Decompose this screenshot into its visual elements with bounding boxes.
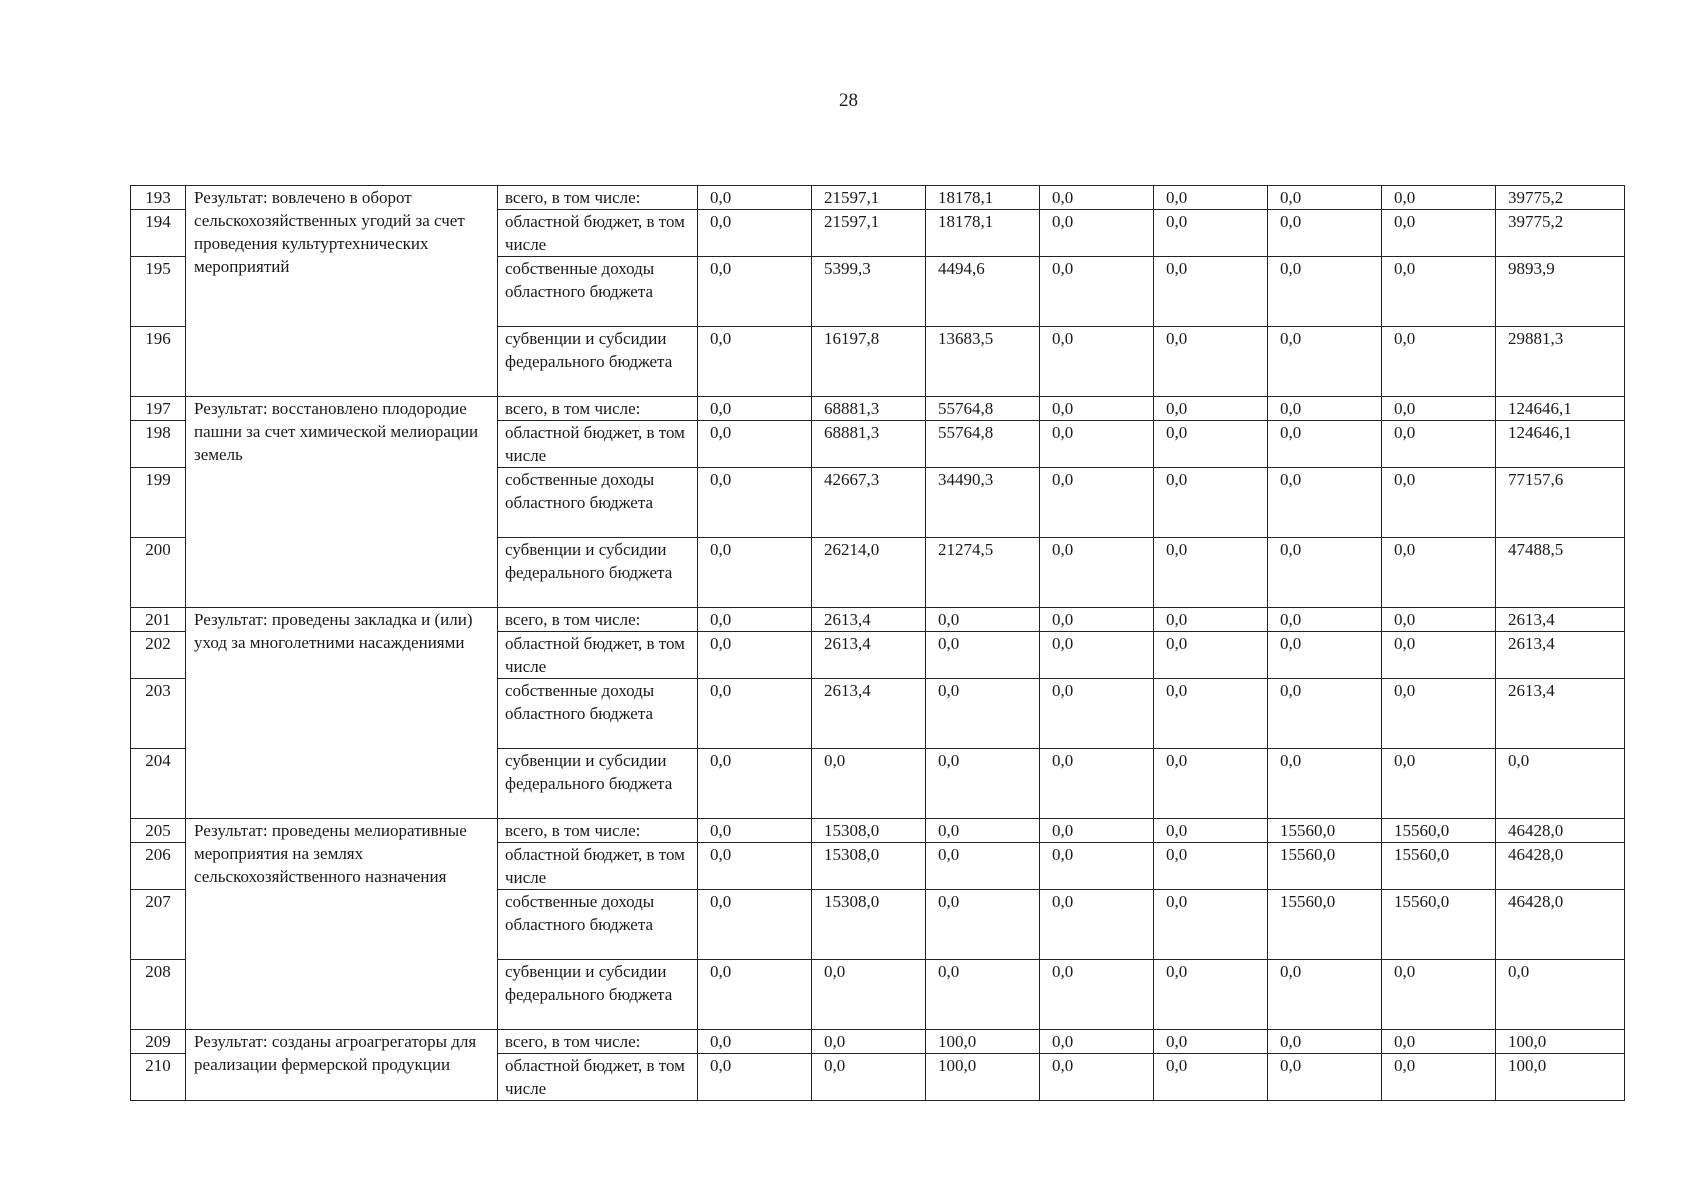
row-number-cell: 208 <box>131 960 186 1030</box>
year-value-cell: 0,0 <box>1154 186 1268 210</box>
total-value-cell: 124646,1 <box>1496 421 1625 468</box>
row-number-cell: 201 <box>131 608 186 632</box>
year-value-cell: 68881,3 <box>812 397 926 421</box>
table-row <box>131 397 1625 421</box>
year-value-cell: 15560,0 <box>1382 819 1496 843</box>
year-value-cell: 0,0 <box>1040 843 1154 890</box>
row-number-cell: 206 <box>131 843 186 890</box>
funding-source-cell: областной бюджет, в том числе <box>498 843 698 890</box>
year-value-cell: 0,0 <box>1040 468 1154 538</box>
year-value-cell: 0,0 <box>1268 186 1382 210</box>
year-value-cell: 0,0 <box>698 468 812 538</box>
year-value-cell: 0,0 <box>698 843 812 890</box>
row-number-cell: 207 <box>131 890 186 960</box>
year-value-cell: 0,0 <box>1040 421 1154 468</box>
year-value-cell: 21597,1 <box>812 210 926 257</box>
year-value-cell: 0,0 <box>1154 679 1268 749</box>
year-value-cell: 0,0 <box>1382 960 1496 1030</box>
year-value-cell: 0,0 <box>1268 960 1382 1030</box>
total-value-cell: 2613,4 <box>1496 679 1625 749</box>
year-value-cell: 0,0 <box>1154 890 1268 960</box>
year-value-cell: 15560,0 <box>1268 843 1382 890</box>
total-value-cell: 0,0 <box>1496 749 1625 819</box>
year-value-cell: 15560,0 <box>1382 890 1496 960</box>
year-value-cell: 16197,8 <box>812 327 926 397</box>
year-value-cell: 0,0 <box>812 960 926 1030</box>
year-value-cell: 21274,5 <box>926 538 1040 608</box>
year-value-cell: 0,0 <box>1382 749 1496 819</box>
year-value-cell: 0,0 <box>1382 397 1496 421</box>
year-value-cell: 0,0 <box>1040 1054 1154 1101</box>
year-value-cell: 0,0 <box>698 679 812 749</box>
row-number-cell: 195 <box>131 257 186 327</box>
row-number-cell: 200 <box>131 538 186 608</box>
year-value-cell: 0,0 <box>1154 843 1268 890</box>
funding-source-cell: областной бюджет, в том числе <box>498 632 698 679</box>
year-value-cell: 0,0 <box>926 749 1040 819</box>
year-value-cell: 0,0 <box>1268 397 1382 421</box>
row-number-cell: 202 <box>131 632 186 679</box>
year-value-cell: 0,0 <box>1040 679 1154 749</box>
year-value-cell: 0,0 <box>1040 819 1154 843</box>
year-value-cell: 0,0 <box>1040 186 1154 210</box>
year-value-cell: 0,0 <box>812 749 926 819</box>
funding-source-cell: собственные доходы областного бюджета <box>498 257 698 327</box>
table-row <box>131 819 1625 843</box>
year-value-cell: 0,0 <box>1040 749 1154 819</box>
year-value-cell: 0,0 <box>926 679 1040 749</box>
year-value-cell: 0,0 <box>698 632 812 679</box>
year-value-cell: 0,0 <box>1268 608 1382 632</box>
year-value-cell: 0,0 <box>1268 257 1382 327</box>
year-value-cell: 0,0 <box>1040 327 1154 397</box>
year-value-cell: 0,0 <box>1382 210 1496 257</box>
funding-source-cell: собственные доходы областного бюджета <box>498 679 698 749</box>
year-value-cell: 0,0 <box>812 1054 926 1101</box>
year-value-cell: 0,0 <box>698 397 812 421</box>
year-value-cell: 0,0 <box>1382 608 1496 632</box>
total-value-cell: 46428,0 <box>1496 890 1625 960</box>
total-value-cell: 39775,2 <box>1496 210 1625 257</box>
year-value-cell: 0,0 <box>1382 327 1496 397</box>
row-number-cell: 198 <box>131 421 186 468</box>
year-value-cell: 15308,0 <box>812 843 926 890</box>
year-value-cell: 0,0 <box>1040 397 1154 421</box>
year-value-cell: 0,0 <box>1154 1054 1268 1101</box>
year-value-cell: 18178,1 <box>926 210 1040 257</box>
year-value-cell: 0,0 <box>698 538 812 608</box>
funding-source-cell: областной бюджет, в том числе <box>498 1054 698 1101</box>
funding-source-cell: областной бюджет, в том числе <box>498 421 698 468</box>
year-value-cell: 0,0 <box>1268 327 1382 397</box>
year-value-cell: 0,0 <box>1040 608 1154 632</box>
funding-source-cell: субвенции и субсидии федерального бюджета <box>498 327 698 397</box>
year-value-cell: 0,0 <box>698 327 812 397</box>
year-value-cell: 5399,3 <box>812 257 926 327</box>
year-value-cell: 2613,4 <box>812 679 926 749</box>
year-value-cell: 0,0 <box>1154 210 1268 257</box>
table-row <box>131 1030 1625 1054</box>
year-value-cell: 26214,0 <box>812 538 926 608</box>
year-value-cell: 0,0 <box>698 890 812 960</box>
year-value-cell: 15560,0 <box>1268 819 1382 843</box>
year-value-cell: 0,0 <box>1154 538 1268 608</box>
row-number-cell: 193 <box>131 186 186 210</box>
total-value-cell: 29881,3 <box>1496 327 1625 397</box>
year-value-cell: 15560,0 <box>1382 843 1496 890</box>
funding-source-cell: всего, в том числе: <box>498 819 698 843</box>
funding-source-cell: субвенции и субсидии федерального бюджета <box>498 749 698 819</box>
year-value-cell: 0,0 <box>926 960 1040 1030</box>
year-value-cell: 34490,3 <box>926 468 1040 538</box>
row-number-cell: 210 <box>131 1054 186 1101</box>
year-value-cell: 15308,0 <box>812 819 926 843</box>
year-value-cell: 0,0 <box>1382 186 1496 210</box>
year-value-cell: 0,0 <box>1268 210 1382 257</box>
total-value-cell: 2613,4 <box>1496 632 1625 679</box>
year-value-cell: 0,0 <box>1154 397 1268 421</box>
year-value-cell: 0,0 <box>1382 538 1496 608</box>
year-value-cell: 0,0 <box>1382 1030 1496 1054</box>
year-value-cell: 0,0 <box>1040 210 1154 257</box>
year-value-cell: 0,0 <box>698 749 812 819</box>
year-value-cell: 0,0 <box>1040 538 1154 608</box>
year-value-cell: 0,0 <box>1154 960 1268 1030</box>
row-number-cell: 194 <box>131 210 186 257</box>
funding-source-cell: собственные доходы областного бюджета <box>498 890 698 960</box>
year-value-cell: 0,0 <box>1382 468 1496 538</box>
year-value-cell: 0,0 <box>698 186 812 210</box>
table-body <box>131 186 1625 1101</box>
funding-source-cell: всего, в том числе: <box>498 186 698 210</box>
table-row <box>131 186 1625 210</box>
table-row <box>131 608 1625 632</box>
result-description-cell: Результат: проведены закладка и (или) уход за многолетними насаждениями <box>186 608 498 819</box>
year-value-cell: 0,0 <box>1040 257 1154 327</box>
row-number-cell: 205 <box>131 819 186 843</box>
year-value-cell: 0,0 <box>1382 1054 1496 1101</box>
row-number-cell: 203 <box>131 679 186 749</box>
year-value-cell: 0,0 <box>1040 1030 1154 1054</box>
year-value-cell: 68881,3 <box>812 421 926 468</box>
year-value-cell: 0,0 <box>926 608 1040 632</box>
year-value-cell: 0,0 <box>1268 679 1382 749</box>
year-value-cell: 13683,5 <box>926 327 1040 397</box>
year-value-cell: 100,0 <box>926 1054 1040 1101</box>
total-value-cell: 0,0 <box>1496 960 1625 1030</box>
funding-source-cell: всего, в том числе: <box>498 1030 698 1054</box>
total-value-cell: 46428,0 <box>1496 819 1625 843</box>
year-value-cell: 0,0 <box>1040 960 1154 1030</box>
year-value-cell: 15308,0 <box>812 890 926 960</box>
year-value-cell: 0,0 <box>1268 468 1382 538</box>
year-value-cell: 18178,1 <box>926 186 1040 210</box>
year-value-cell: 0,0 <box>1154 749 1268 819</box>
year-value-cell: 100,0 <box>926 1030 1040 1054</box>
year-value-cell: 0,0 <box>812 1030 926 1054</box>
year-value-cell: 0,0 <box>1154 1030 1268 1054</box>
year-value-cell: 0,0 <box>1040 890 1154 960</box>
year-value-cell: 0,0 <box>1382 257 1496 327</box>
total-value-cell: 39775,2 <box>1496 186 1625 210</box>
total-value-cell: 46428,0 <box>1496 843 1625 890</box>
year-value-cell: 0,0 <box>926 819 1040 843</box>
result-description-cell: Результат: проведены мелиоративные мероприятия на землях сельскохозяйственного назначения <box>186 819 498 1030</box>
year-value-cell: 0,0 <box>1382 421 1496 468</box>
budget-table <box>130 185 1625 1101</box>
total-value-cell: 100,0 <box>1496 1030 1625 1054</box>
year-value-cell: 0,0 <box>698 819 812 843</box>
year-value-cell: 0,0 <box>1268 749 1382 819</box>
total-value-cell: 124646,1 <box>1496 397 1625 421</box>
year-value-cell: 0,0 <box>698 421 812 468</box>
row-number-cell: 204 <box>131 749 186 819</box>
result-description-cell: Результат: восстановлено плодородие пашни за счет химической мелиорации земель <box>186 397 498 608</box>
funding-source-cell: собственные доходы областного бюджета <box>498 468 698 538</box>
year-value-cell: 0,0 <box>926 890 1040 960</box>
year-value-cell: 42667,3 <box>812 468 926 538</box>
year-value-cell: 0,0 <box>698 608 812 632</box>
year-value-cell: 0,0 <box>1154 819 1268 843</box>
year-value-cell: 0,0 <box>698 960 812 1030</box>
row-number-cell: 196 <box>131 327 186 397</box>
year-value-cell: 0,0 <box>1268 1054 1382 1101</box>
page-number: 28 <box>839 90 858 111</box>
year-value-cell: 0,0 <box>1154 468 1268 538</box>
year-value-cell: 2613,4 <box>812 632 926 679</box>
row-number-cell: 197 <box>131 397 186 421</box>
year-value-cell: 0,0 <box>1154 608 1268 632</box>
year-value-cell: 2613,4 <box>812 608 926 632</box>
year-value-cell: 21597,1 <box>812 186 926 210</box>
year-value-cell: 0,0 <box>1040 632 1154 679</box>
year-value-cell: 4494,6 <box>926 257 1040 327</box>
year-value-cell: 0,0 <box>1268 421 1382 468</box>
year-value-cell: 0,0 <box>1154 257 1268 327</box>
year-value-cell: 0,0 <box>1154 421 1268 468</box>
year-value-cell: 0,0 <box>698 1030 812 1054</box>
funding-source-cell: субвенции и субсидии федерального бюджета <box>498 538 698 608</box>
year-value-cell: 0,0 <box>698 257 812 327</box>
funding-source-cell: областной бюджет, в том числе <box>498 210 698 257</box>
year-value-cell: 55764,8 <box>926 421 1040 468</box>
total-value-cell: 100,0 <box>1496 1054 1625 1101</box>
funding-source-cell: всего, в том числе: <box>498 608 698 632</box>
row-number-cell: 199 <box>131 468 186 538</box>
year-value-cell: 0,0 <box>698 1054 812 1101</box>
year-value-cell: 55764,8 <box>926 397 1040 421</box>
result-description-cell: Результат: созданы агроагрегаторы для реализации фермерской продукции <box>186 1030 498 1101</box>
total-value-cell: 2613,4 <box>1496 608 1625 632</box>
year-value-cell: 0,0 <box>1382 679 1496 749</box>
year-value-cell: 0,0 <box>1154 327 1268 397</box>
funding-source-cell: субвенции и субсидии федерального бюджета <box>498 960 698 1030</box>
row-number-cell: 209 <box>131 1030 186 1054</box>
total-value-cell: 77157,6 <box>1496 468 1625 538</box>
total-value-cell: 9893,9 <box>1496 257 1625 327</box>
year-value-cell: 0,0 <box>926 632 1040 679</box>
year-value-cell: 0,0 <box>1268 632 1382 679</box>
year-value-cell: 0,0 <box>926 843 1040 890</box>
result-description-cell: Результат: вовлечено в оборот сельскохозяйственных угодий за счет проведения культуртехнических мероприятий <box>186 186 498 397</box>
year-value-cell: 0,0 <box>1268 538 1382 608</box>
funding-source-cell: всего, в том числе: <box>498 397 698 421</box>
year-value-cell: 0,0 <box>1382 632 1496 679</box>
year-value-cell: 0,0 <box>1154 632 1268 679</box>
total-value-cell: 47488,5 <box>1496 538 1625 608</box>
year-value-cell: 0,0 <box>1268 1030 1382 1054</box>
year-value-cell: 15560,0 <box>1268 890 1382 960</box>
year-value-cell: 0,0 <box>698 210 812 257</box>
